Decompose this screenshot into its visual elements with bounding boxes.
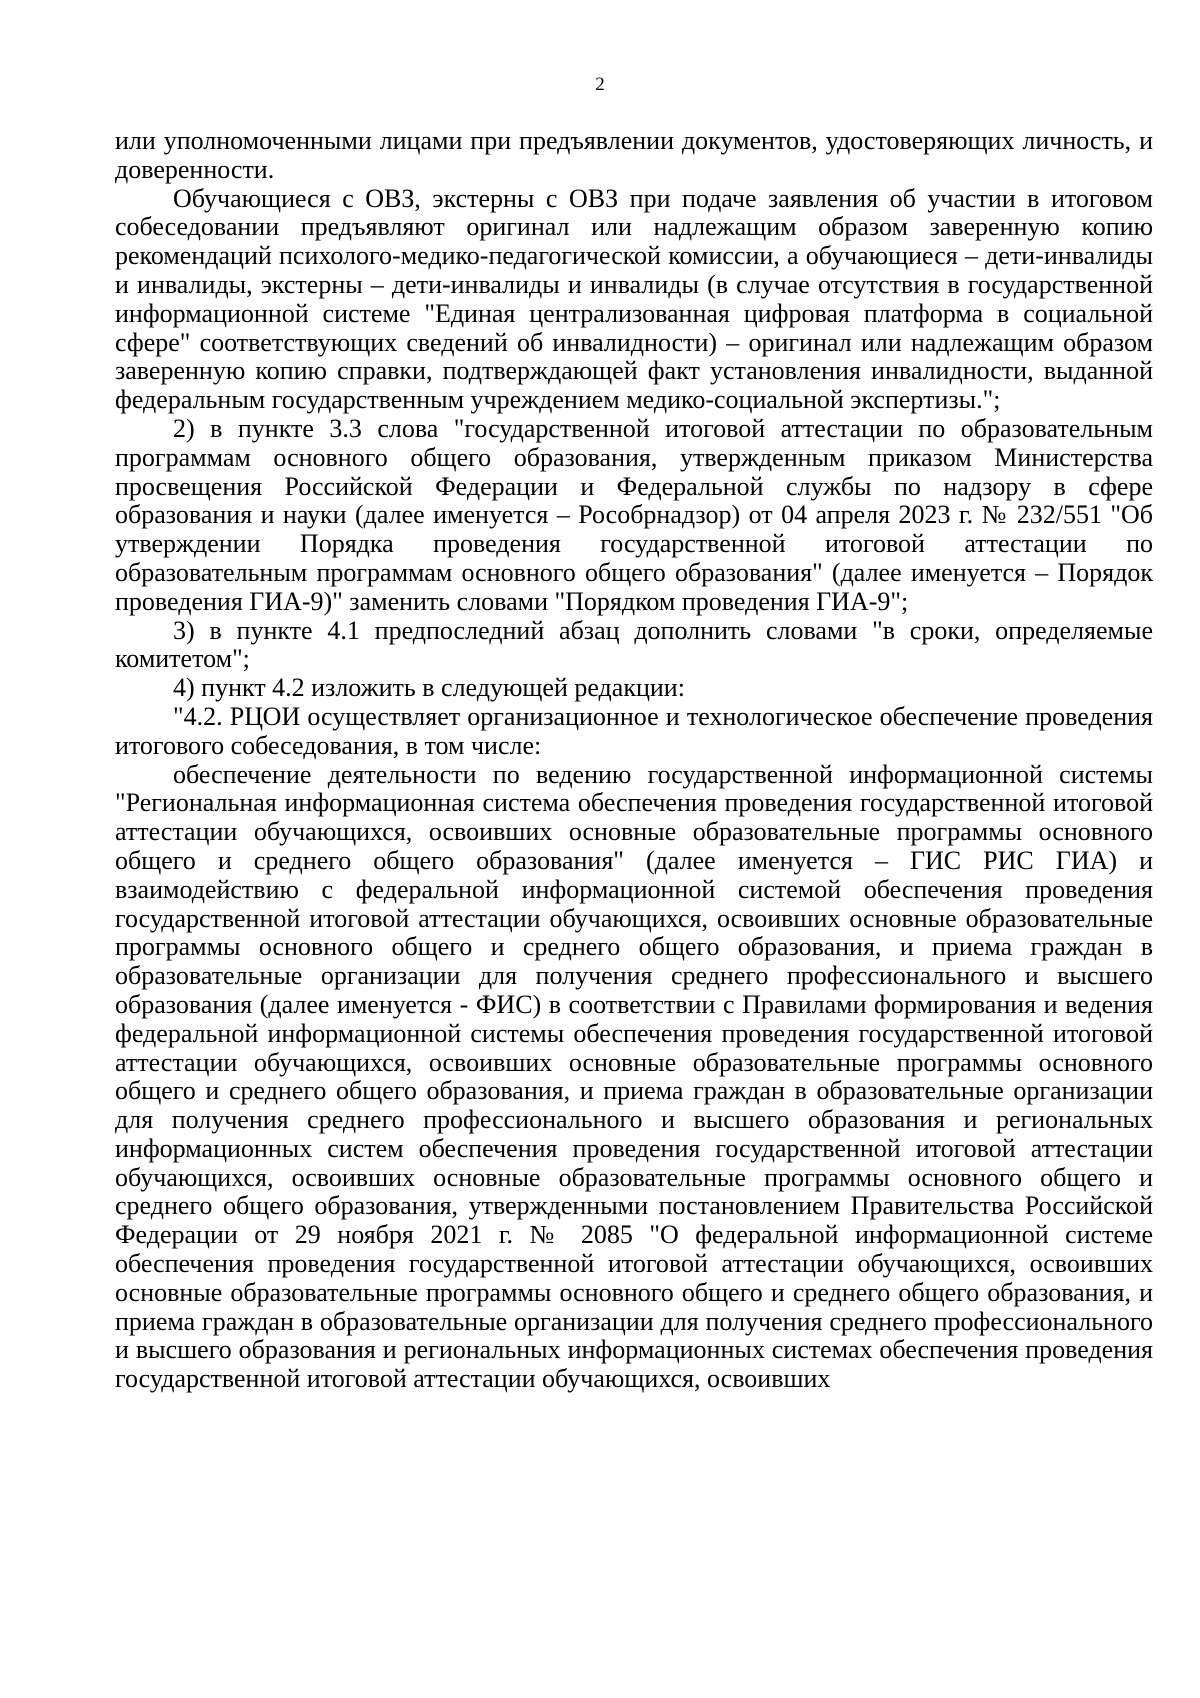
paragraph-clause-4-2: "4.2. РЦОИ осуществляет организационное и технологическое обеспечение проведения итогового собеседования, в том числе: [115, 701, 1153, 760]
page-number: 2 [595, 74, 605, 95]
paragraph-item-3: 3) в пункте 4.1 предпоследний абзац дополнить словами "в сроки, определяемые комитетом"; [115, 615, 1153, 674]
paragraph-continuation: или уполномоченными лицами при предъявлении документов, удостоверяющих личность, и доверенности. [115, 126, 1153, 184]
paragraph-item-2: 2) в пункте 3.3 слова "государственной итоговой аттестации по образовательным программам основного общего образования, утвержденным приказом Министерства просвещения Российской Федерации и Федеральной службы по надзору в сфере образования и науки (далее именуется – Рособрнадзор) от 04 апреля 2023 г. № 232/551 "Об утверждении Порядка проведения государственной итоговой аттестации по образовательным программам основного общего образования" (далее именуется – Порядок проведения ГИА-9)" заменить словами "Порядком проведения ГИА-9"; [115, 413, 1153, 616]
document-body [115, 127, 1153, 1394]
paragraph-gis-ris-gia: обеспечение деятельности по ведению государственной информационной системы "Региональная информационная система обеспечения проведения государственной итоговой аттестации обучающихся, освоивших основные образовательные программы основного общего и среднего общего образования" (далее именуется – ГИС РИС ГИА) и взаимодействию с федеральной информационной системой обеспечения проведения государственной итоговой аттестации обучающихся, освоивших основные образовательные программы основного общего и среднего общего образования, и приема граждан в образовательные организации для получения среднего профессионального и высшего образования (далее именуется - ФИС) в соответствии с Правилами формирования и ведения федеральной информационной системы обеспечения проведения государственной итоговой аттестации обучающихся, освоивших основные образовательные программы основного общего и среднего общего образования, и приема граждан в образовательные организации для получения среднего профессионального и высшего образования и региональных информационных систем обеспечения проведения государственной итоговой аттестации обучающихся, освоивших основные образовательные программы основного общего и среднего общего образования, утвержденными постановлением Правительства Российской Федерации от 29 ноября 2021 г. № 2085 "О федеральной информационной системе обеспечения проведения государственной итоговой аттестации обучающихся, освоивших основные образовательные программы основного общего и среднего общего образования, и приема граждан в образовательные организации для получения среднего профессионального и высшего образования и региональных информационных системах обеспечения проведения государственной итоговой аттестации обучающихся, освоивших [115, 759, 1153, 1394]
paragraph-ovz-documents: Обучающиеся с ОВЗ, экстерны с ОВЗ при подаче заявления об участии в итоговом собеседовании предъявляют оригинал или надлежащим образом заверенную копию рекомендаций психолого-медико-педагогической комиссии, а обучающиеся – дети-инвалиды и инвалиды, экстерны – дети-инвалиды и инвалиды (в случае отсутствия в государственной информационной системе "Единая централизованная цифровая платформа в социальной сфере" соответствующих сведений об инвалидности) – оригинал или надлежащим образом заверенную копию справки, подтверждающей факт установления инвалидности, выданной федеральным государственным учреждением медико-социальной экспертизы."; [115, 183, 1153, 415]
paragraph-item-4: 4) пункт 4.2 изложить в следующей редакции: [173, 673, 685, 703]
